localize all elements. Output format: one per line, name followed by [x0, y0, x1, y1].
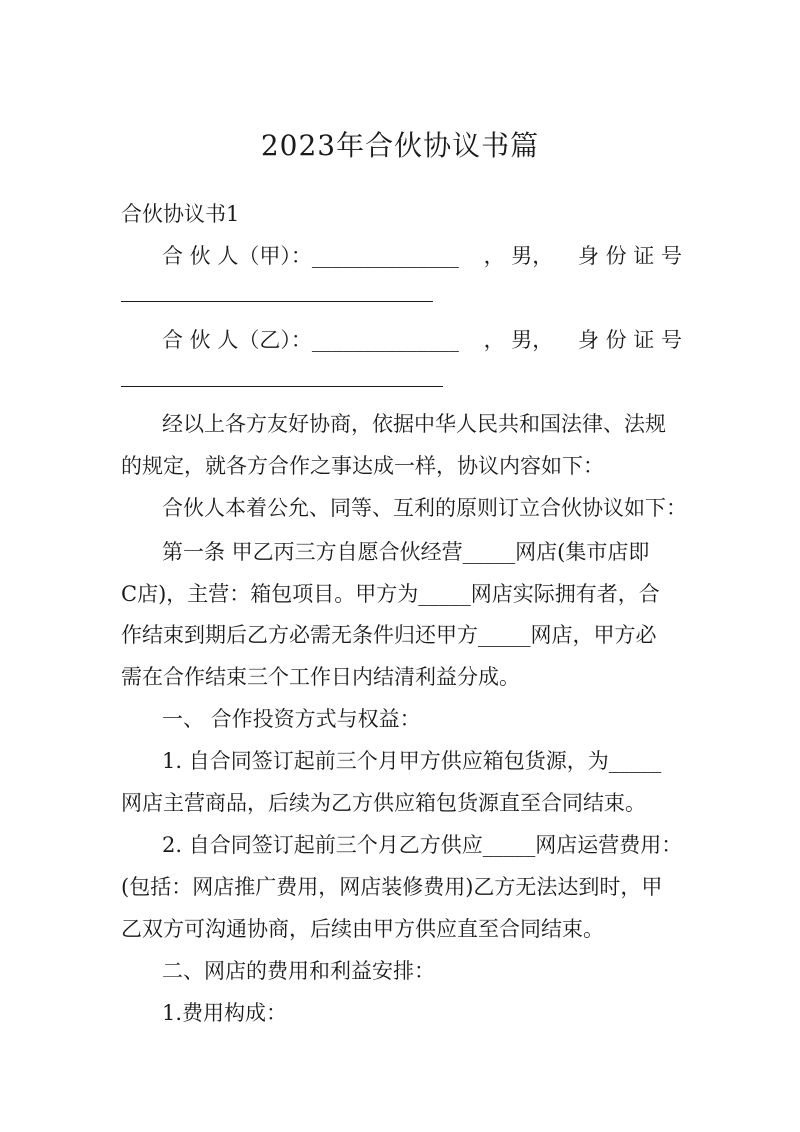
partner-a-label [162, 241, 459, 271]
partner-a-id-label: 身 份 证 号 [577, 244, 682, 268]
body-line: 1.费用构成： [162, 1001, 288, 1025]
body-line: 作结束到期后乙方必需无条件归还甲方_____网店，甲方必 [121, 623, 657, 647]
body-line: 网店主营商品，后续为乙方供应箱包货源直至合同结束。 [121, 791, 646, 815]
partner-b-name-blank: ______________ [311, 328, 459, 352]
partner-b-gender: ， 男， [483, 328, 554, 352]
partner-b-label-text: 合 伙 人（乙）： [162, 328, 312, 352]
partner-b-id-label: 身 份 证 号 [577, 328, 682, 352]
body-line: 2. 自合同签订起前三个月乙方供应_____网店运营费用： [162, 833, 683, 857]
body-line: 经以上各方友好协商，依据中华人民共和国法律、法规 [162, 412, 666, 436]
body-line: 1. 自合同签订起前三个月甲方供应箱包货源，为_____ [162, 749, 662, 773]
document-title: 2023年合伙协议书篇 [260, 129, 540, 162]
partner-b-id-rule [121, 386, 443, 387]
partner-a-name-blank: ______________ [311, 244, 459, 268]
document-subtitle: 合伙协议书1 [121, 202, 240, 226]
body-line: 需在合作结束三个工作日内结清利益分成。 [121, 665, 520, 689]
body-line: C店)，主营：箱包项目。甲方为_____网店实际拥有者，合 [121, 582, 660, 606]
partner-b-row [162, 325, 682, 355]
body-line: 的规定，就各方合作之事达成一样，协议内容如下： [121, 454, 604, 478]
section-heading: 二、网店的费用和利益安排： [162, 959, 435, 983]
partner-a-id-rule [121, 301, 433, 302]
body-line: 第一条 甲乙丙三方自愿合伙经营_____网店(集市店即 [162, 540, 650, 564]
partner-a-label-text: 合 伙 人（甲）： [162, 244, 312, 268]
partner-a-gender: ， 男， [483, 244, 554, 268]
body-line: (包括：网店推广费用，网店装修费用)乙方无法达到时，甲 [121, 875, 663, 899]
partner-a-row [162, 241, 682, 271]
partner-b-label [162, 325, 459, 355]
body-line: 乙双方可沟通协商，后续由甲方供应直至合同结束。 [121, 917, 604, 941]
body-line: 合伙人本着公允、同等、互利的原则订立合伙协议如下： [162, 496, 687, 520]
section-heading: 一、 合作投资方式与权益： [162, 707, 421, 731]
